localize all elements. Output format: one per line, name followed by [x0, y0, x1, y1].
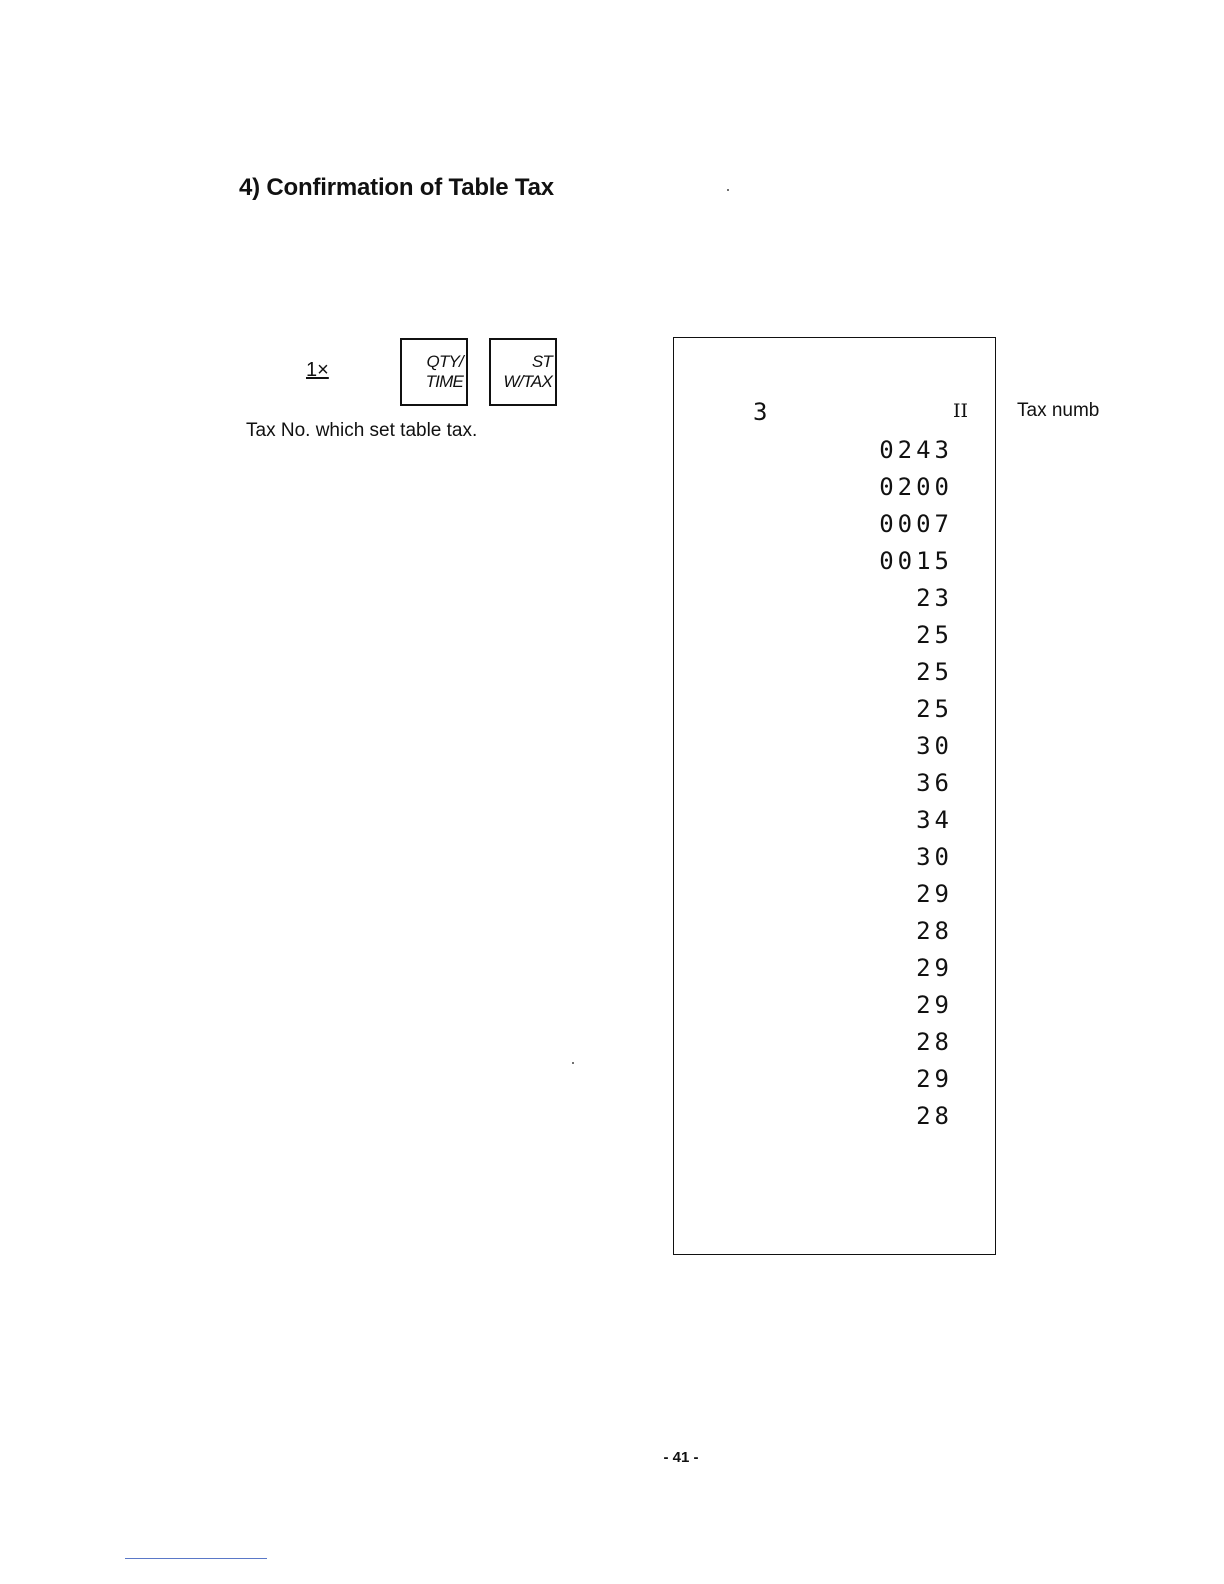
receipt-value: 29 — [916, 1065, 953, 1093]
receipt-value: 29 — [916, 954, 953, 982]
receipt-value: 34 — [916, 806, 953, 834]
st-wtax-key — [489, 338, 557, 406]
receipt-mark: II — [953, 400, 969, 422]
tax-number-label: Tax numb — [1017, 400, 1100, 421]
qty-time-key-line2: TIME — [425, 372, 463, 391]
receipt-value: 0007 — [879, 510, 953, 538]
page-number: - 41 - — [663, 1449, 699, 1466]
receipt-value: 0015 — [879, 547, 953, 575]
operation-note: Tax No. which set table tax. — [246, 420, 478, 441]
receipt-value: 28 — [916, 917, 953, 945]
qty-time-key — [400, 338, 468, 406]
st-wtax-key-line2: W/TAX — [503, 372, 552, 391]
stray-dot — [572, 1062, 574, 1064]
receipt-value-list — [879, 432, 953, 1135]
footer-rule — [125, 1558, 267, 1559]
receipt-printout — [673, 337, 996, 1255]
receipt-value: 23 — [916, 584, 953, 612]
receipt-tax-number: 3 — [753, 398, 768, 426]
receipt-value: 25 — [916, 621, 953, 649]
section-heading: 4) Confirmation of Table Tax — [239, 174, 554, 201]
receipt-value: 30 — [916, 843, 953, 871]
receipt-value: 0200 — [879, 473, 953, 501]
qty-time-key-line1: QTY/ — [426, 352, 463, 371]
st-wtax-key-line1: ST — [531, 352, 552, 371]
receipt-value: 28 — [916, 1102, 953, 1130]
receipt-value: 29 — [916, 880, 953, 908]
receipt-value: 25 — [916, 695, 953, 723]
receipt-value: 28 — [916, 1028, 953, 1056]
receipt-value: 30 — [916, 732, 953, 760]
multiplier-entry: 1× — [306, 359, 329, 381]
receipt-value: 0243 — [879, 436, 953, 464]
stray-dot — [727, 189, 729, 191]
receipt-value: 29 — [916, 991, 953, 1019]
receipt-value: 25 — [916, 658, 953, 686]
receipt-value: 36 — [916, 769, 953, 797]
